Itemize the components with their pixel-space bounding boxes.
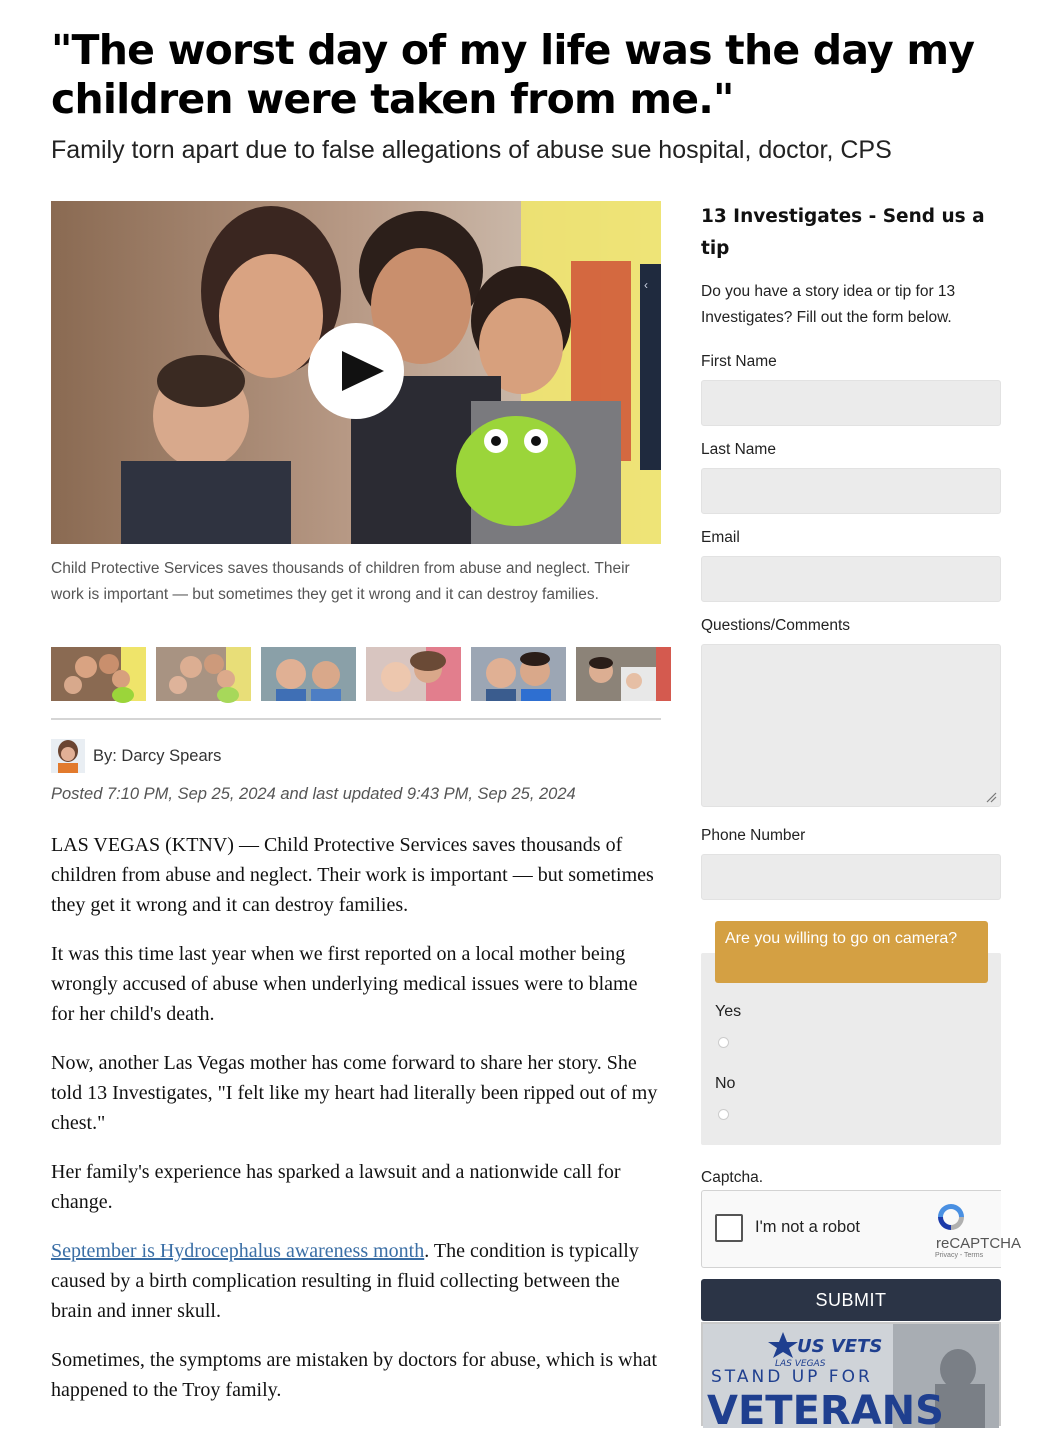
email-field[interactable] bbox=[701, 556, 1001, 602]
author-avatar[interactable] bbox=[51, 739, 85, 773]
tip-form bbox=[701, 201, 1022, 1310]
captcha-links[interactable]: Privacy - Terms bbox=[935, 1252, 984, 1259]
first-name-field[interactable] bbox=[701, 380, 1001, 426]
resize-grip-icon[interactable] bbox=[985, 791, 997, 803]
radio-yes[interactable] bbox=[718, 1037, 729, 1048]
option-no-label: No bbox=[715, 1075, 736, 1092]
byline bbox=[51, 739, 221, 773]
gallery-thumbnail[interactable] bbox=[261, 647, 356, 701]
comments-label: Questions/Comments bbox=[701, 617, 851, 634]
hydrocephalus-link[interactable]: September is Hydrocephalus awareness month bbox=[51, 1240, 425, 1262]
gallery-thumbnail[interactable] bbox=[51, 647, 146, 701]
link-paragraph-text: . The condition is typically caused by a birth complication resulting in fluid collecting between the brain and inner skull. bbox=[51, 1240, 639, 1322]
subheadline: Family torn apart due to false allegations of abuse sue hospital, doctor, CPS bbox=[51, 136, 892, 164]
ad-line2: VETERANS bbox=[707, 1388, 944, 1433]
submit-button[interactable]: SUBMIT bbox=[701, 1279, 1001, 1321]
video-player[interactable] bbox=[51, 201, 661, 544]
form-intro: Do you have a story idea or tip for 13 Investigates? Fill out the form below. bbox=[701, 283, 956, 326]
ad-logo: US VETS bbox=[797, 1336, 883, 1357]
first-name-label: First Name bbox=[701, 353, 777, 370]
gallery-thumbnail[interactable] bbox=[366, 647, 461, 701]
captcha-text: I'm not a robot bbox=[755, 1218, 860, 1236]
video-side-tab[interactable] bbox=[640, 264, 661, 470]
video-caption: Child Protective Services saves thousands of children from abuse and neglect. Their work is important — but sometimes they get it wrong and it can destroy families. bbox=[51, 560, 630, 603]
ad-line1: STAND UP FOR bbox=[711, 1367, 873, 1387]
article-paragraph: Sometimes, the symptoms are mistaken by doctors for abuse, which is what happened to the Troy family. bbox=[51, 1349, 658, 1401]
article-paragraph: LAS VEGAS (KTNV) — Child Protective Services saves thousands of children from abuse and neglect. Their work is important — but sometimes they get it wrong and it can destroy families. bbox=[51, 834, 654, 916]
phone-field[interactable] bbox=[701, 854, 1001, 900]
email-label: Email bbox=[701, 529, 740, 546]
comments-textarea[interactable] bbox=[701, 644, 1001, 807]
veterans-ad[interactable] bbox=[701, 1322, 1001, 1433]
last-name-label: Last Name bbox=[701, 441, 776, 458]
post-timestamp: Posted 7:10 PM, Sep 25, 2024 and last updated 9:43 PM, Sep 25, 2024 bbox=[51, 785, 576, 803]
captcha-brand: reCAPTCHA bbox=[936, 1235, 1022, 1252]
headline: "The worst day of my life was the day my children were taken from me." bbox=[51, 26, 975, 123]
chevron-left-icon: ‹ bbox=[644, 278, 648, 292]
recaptcha-icon bbox=[935, 1201, 967, 1233]
gallery-thumbnail[interactable] bbox=[156, 647, 251, 701]
gallery-thumbnails bbox=[51, 647, 661, 701]
form-title: 13 Investigates - Send us a tip bbox=[701, 206, 985, 259]
article-paragraph bbox=[51, 1236, 663, 1326]
recaptcha-widget bbox=[701, 1190, 1022, 1268]
phone-label: Phone Number bbox=[701, 827, 806, 844]
captcha-checkbox[interactable] bbox=[715, 1214, 743, 1242]
gallery-thumbnail[interactable] bbox=[471, 647, 566, 701]
ad-city: LAS VEGAS bbox=[775, 1359, 826, 1369]
ad-banner bbox=[703, 1324, 999, 1433]
section-divider bbox=[51, 718, 661, 720]
gallery-thumbnail[interactable] bbox=[576, 647, 671, 701]
camera-question: Are you willing to go on camera? bbox=[715, 921, 988, 983]
article-paragraph: Now, another Las Vegas mother has come forward to share her story. She told 13 Investigates, "I felt like my heart had literally been ripped out of my chest." bbox=[51, 1052, 658, 1134]
article-paragraph: Her family's experience has sparked a lawsuit and a nationwide call for change. bbox=[51, 1161, 621, 1213]
play-icon bbox=[342, 351, 384, 391]
radio-no[interactable] bbox=[718, 1109, 729, 1120]
last-name-field[interactable] bbox=[701, 468, 1001, 514]
play-button[interactable] bbox=[308, 323, 404, 419]
author-name[interactable]: By: Darcy Spears bbox=[93, 746, 222, 765]
article-body bbox=[51, 830, 663, 1424]
article-paragraph: It was this time last year when we first reported on a local mother being wrongly accused of abuse when underlying medical issues were to blame for her child's death. bbox=[51, 943, 638, 1025]
camera-question-group bbox=[701, 930, 1001, 1145]
captcha-label: Captcha. bbox=[701, 1169, 764, 1186]
option-yes-label: Yes bbox=[715, 1003, 742, 1020]
